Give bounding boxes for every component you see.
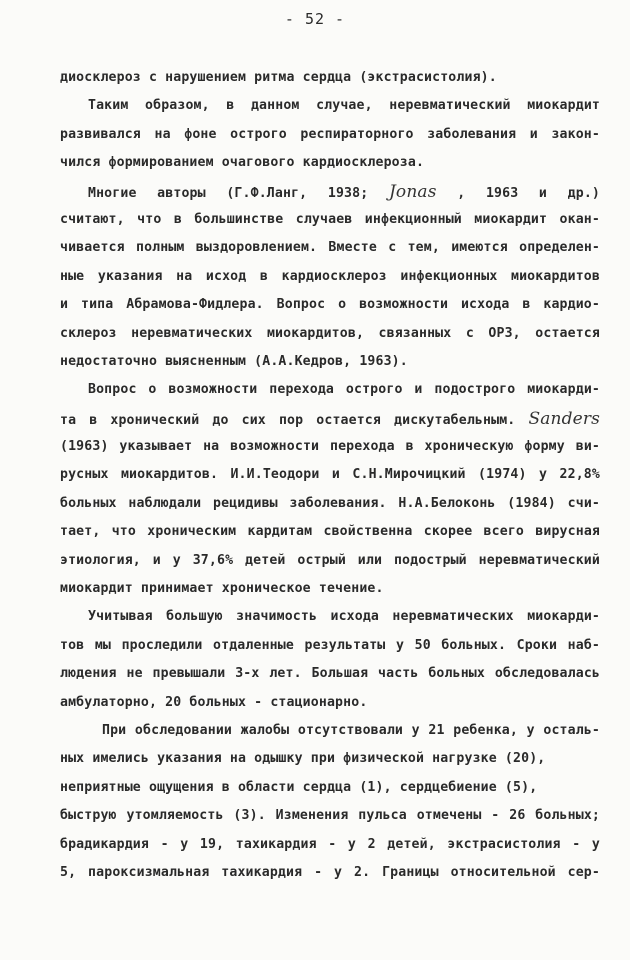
typed-text: чился формированием очагового кардиосклероза. [60, 155, 425, 171]
typed-text: ные указания на исход в кардиосклероз инфекционных миокардитов [60, 268, 600, 284]
typed-text: брадикардия - у 19, тахикардия - у 2 детей, экстрасистолия - у [60, 836, 600, 852]
typed-text: амбулаторно, 20 больных - стационарно. [60, 694, 368, 710]
body-text [60, 64, 600, 887]
text-line [60, 234, 600, 262]
text-line [60, 348, 600, 376]
text-line [60, 518, 600, 546]
text-line [60, 263, 600, 291]
typed-text: чивается полным выздоровлением. Вместе с тем, имеются определен- [60, 240, 600, 256]
typed-text: ных имелись указания на одышку при физической нагрузке (20), [60, 751, 546, 767]
text-line [60, 291, 600, 319]
typed-text: русных миокардитов. И.И.Теодори и С.Н.Мирочицкий (1974) у 22,8% [60, 467, 600, 483]
handwritten-name: Sanders [528, 408, 601, 429]
text-line [60, 745, 600, 773]
text-line [60, 575, 600, 603]
typed-text: тает, что хроническим кардитам свойственна скорее всего вирусная [60, 524, 600, 540]
typed-text: тов мы проследили отдаленные результаты у 50 больных. Сроки наб- [60, 637, 600, 653]
typed-text: и типа Абрамова-Фидлера. Вопрос о возможности исхода в кардио- [60, 297, 600, 313]
typed-text: Таким образом, в данном случае, неревматический миокардит [88, 98, 600, 114]
typed-text: , 1963 и др.) [457, 185, 601, 201]
text-line [60, 92, 600, 120]
text-line [60, 490, 600, 518]
text-line [60, 461, 600, 489]
typed-text: миокардит принимает хроническое течение. [60, 581, 384, 597]
text-line [60, 178, 600, 206]
text-line [60, 717, 600, 745]
typed-text: людения не превышали 3-х лет. Большая часть больных обследовалась [60, 666, 600, 682]
page-number: - 52 - [284, 10, 346, 28]
text-line [60, 206, 600, 234]
text-line [60, 831, 600, 859]
text-line [60, 632, 600, 660]
typed-text: больных наблюдали рецидивы заболевания. Н.А.Белоконь (1984) счи- [60, 495, 600, 511]
text-line [60, 660, 600, 688]
text-line [60, 64, 600, 92]
text-line [60, 774, 600, 802]
typed-text: считают, что в большинстве случаев инфекционный миокардит окан- [60, 211, 600, 227]
typed-text: этиология, и у 37,6% детей острый или подострый неревматический [60, 552, 600, 568]
text-line [60, 603, 600, 631]
typed-text: быструю утомляемость (3). Изменения пульса отмечены - 26 больных; [60, 808, 600, 824]
text-line [60, 433, 600, 461]
typed-text: та в хронический до сих пор остается дискутабельным. [60, 412, 516, 428]
typed-text: 5, пароксизмальная тахикардия - у 2. Границы относительной сер- [60, 864, 600, 880]
typed-text: Учитывая большую значимость исхода неревматических миокарди- [88, 609, 600, 625]
handwritten-name: Jonas [388, 181, 437, 202]
typed-text: неприятные ощущения в области сердца (1), сердцебиение (5), [60, 779, 538, 795]
text-line [60, 547, 600, 575]
typed-text: При обследовании жалобы отсутствовали у 21 ребенка, у осталь- [102, 722, 600, 738]
text-line [60, 405, 600, 433]
text-line [60, 320, 600, 348]
text-line [60, 859, 600, 887]
text-line [60, 802, 600, 830]
typed-text: диосклероз с нарушением ритма сердца (экстрасистолия). [60, 70, 497, 85]
typed-text: (1963) указывает на возможности перехода в хроническую форму ви- [60, 439, 600, 455]
typed-text: развивался на фоне острого респираторного заболевания и закон- [60, 126, 600, 142]
typed-text: склероз неревматических миокардитов, связанных с ОРЗ, остается [60, 325, 600, 341]
typed-text: Многие авторы (Г.Ф.Ланг, 1938; [88, 185, 369, 201]
text-line [60, 376, 600, 404]
typed-text: Вопрос о возможности перехода острого и подострого миокарди- [88, 382, 600, 398]
typed-text: недостаточно выясненным (А.А.Кедров, 1963). [60, 353, 408, 369]
text-line [60, 689, 600, 717]
text-line [60, 149, 600, 177]
text-line [60, 121, 600, 149]
